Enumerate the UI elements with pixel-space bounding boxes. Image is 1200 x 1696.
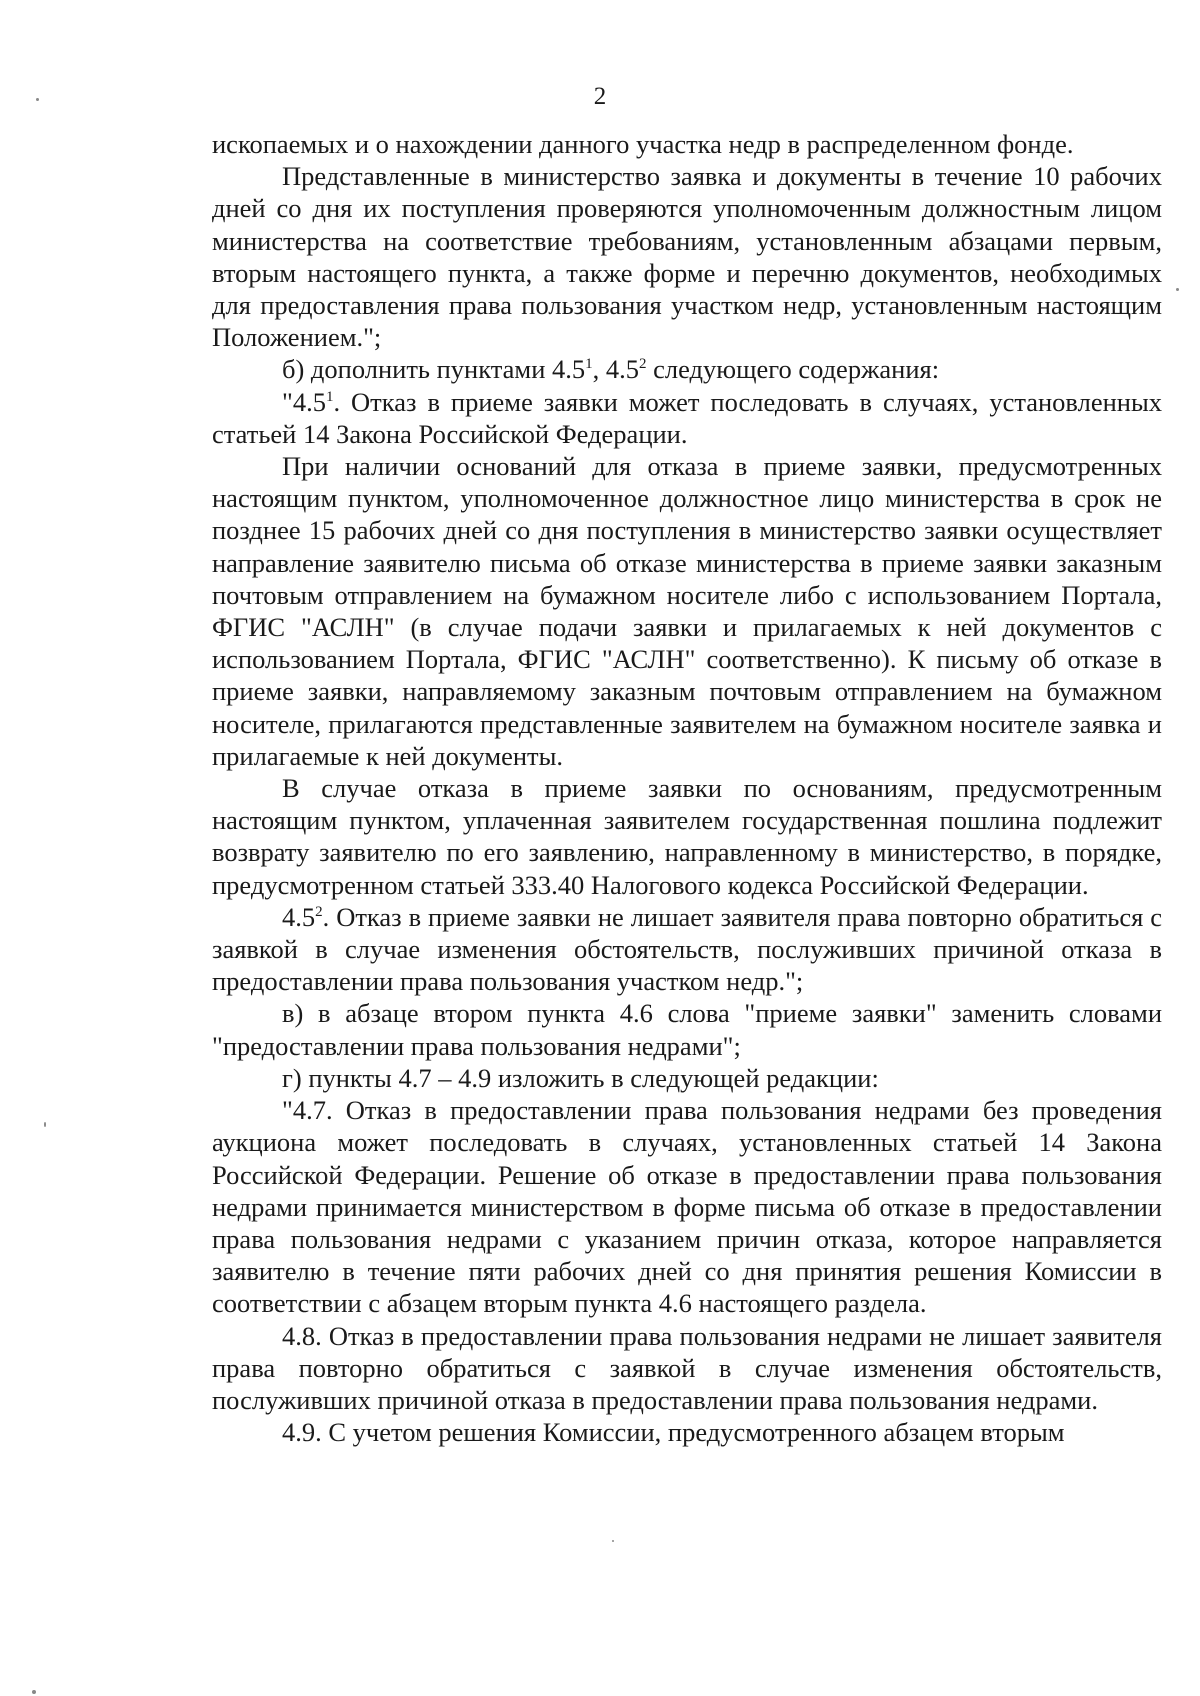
paragraph-4-5-1: "$4.5^1$. Отказ в приеме заявки может последовать в случаях, установленных статьей 14 Закона Российской Федерации. — [212, 386, 1162, 449]
scan-speck — [32, 1690, 36, 1694]
scan-speck — [36, 98, 39, 101]
paragraph-amendment-b: б) дополнить пунктами $4.5^1$, $4.5^2$ следующего содержания: — [282, 354, 940, 385]
paragraph-4-8: 4.8. Отказ в предоставлении права пользования недрами не лишает заявителя права повторно обратиться с заявкой в случае изменения обстоятельств, послуживших причиной отказа в предоставлении права пользования недрами. — [212, 1320, 1162, 1415]
paragraph-amendment-v: в) в абзаце втором пункта 4.6 слова "приеме заявки" заменить словами "предоставлении права пользования недрами"; — [212, 998, 1162, 1061]
paragraph-refusal-grounds: При наличии оснований для отказа в приеме заявки, предусмотренных настоящим пунктом, уполномоченное должностное лицо министерства в срок не позднее 15 рабочих дней со дня поступления в министерство заявки осуществляет направление заявителю письма об отказе министерства в приеме заявки заказным почтовым отправлением на бумажном носителе либо с использованием Портала, ФГИС "АСЛН" (в случае подачи заявки и прилагаемых к ней документов с использованием Портала, ФГИС "АСЛН" соответственно). К письму об отказе в приеме заявки, направляемому заказным почтовым отправлением на бумажном носителе, прилагаются представленные заявителем на бумажном носителе заявка и прилагаемые к ней документы. — [212, 451, 1162, 771]
paragraph-fee-refund: В случае отказа в приеме заявки по основаниям, предусмотренным настоящим пунктом, уплаченная заявителем государственная пошлина подлежит возврату заявителю по его заявлению, направленному в министерство, в порядке, предусмотренном статьей 333.40 Налогового кодекса Российской Федерации. — [212, 773, 1162, 900]
paragraph-4-7: "4.7. Отказ в предоставлении права пользования недрами без проведения аукциона может последовать в случаях, установленных статьей 14 Закона Российской Федерации. Решение об отказе в предоставлении права пользования недрами принимается министерством в форме письма об отказе в предоставлении права пользования недрами с указанием причин отказа, которое направляется заявителю в течение пяти рабочих дней со дня принятия решения Комиссии в соответствии с абзацем вторым пункта 4.6 настоящего раздела. — [212, 1095, 1162, 1319]
document-body — [212, 128, 1162, 1448]
scan-speck — [612, 1540, 614, 1542]
scan-speck — [1176, 288, 1179, 291]
superscript: 2 — [315, 903, 323, 920]
paragraph-submission-check: Представленные в министерство заявка и документы в течение 10 рабочих дней со дня их поступления проверяются уполномоченным должностным лицом министерства на соответствие требованиям, установленным абзацами первым, вторым настоящего пункта, а также форме и перечню документов, необходимых для предоставления права пользования участком недр, установленным настоящим Положением."; — [212, 161, 1162, 353]
superscript: 1 — [325, 388, 334, 405]
superscript: 2 — [639, 356, 647, 373]
superscript: 1 — [585, 356, 593, 373]
paragraph-4-5-2: $4.5^2$. Отказ в приеме заявки не лишает заявителя права повторно обратиться с заявкой в случае изменения обстоятельств, послуживших причиной отказа в предоставлении права пользования участком недр."; — [212, 901, 1162, 997]
paragraph-continuation: ископаемых и о нахождении данного участка недр в распределенном фонде. — [212, 129, 1074, 159]
scan-speck — [44, 1122, 46, 1127]
paragraph-4-9: 4.9. С учетом решения Комиссии, предусмотренного абзацем вторым — [282, 1417, 1065, 1448]
page-number: 2 — [593, 83, 607, 110]
paragraph-amendment-g: г) пункты 4.7 – 4.9 изложить в следующей редакции: — [282, 1062, 879, 1093]
